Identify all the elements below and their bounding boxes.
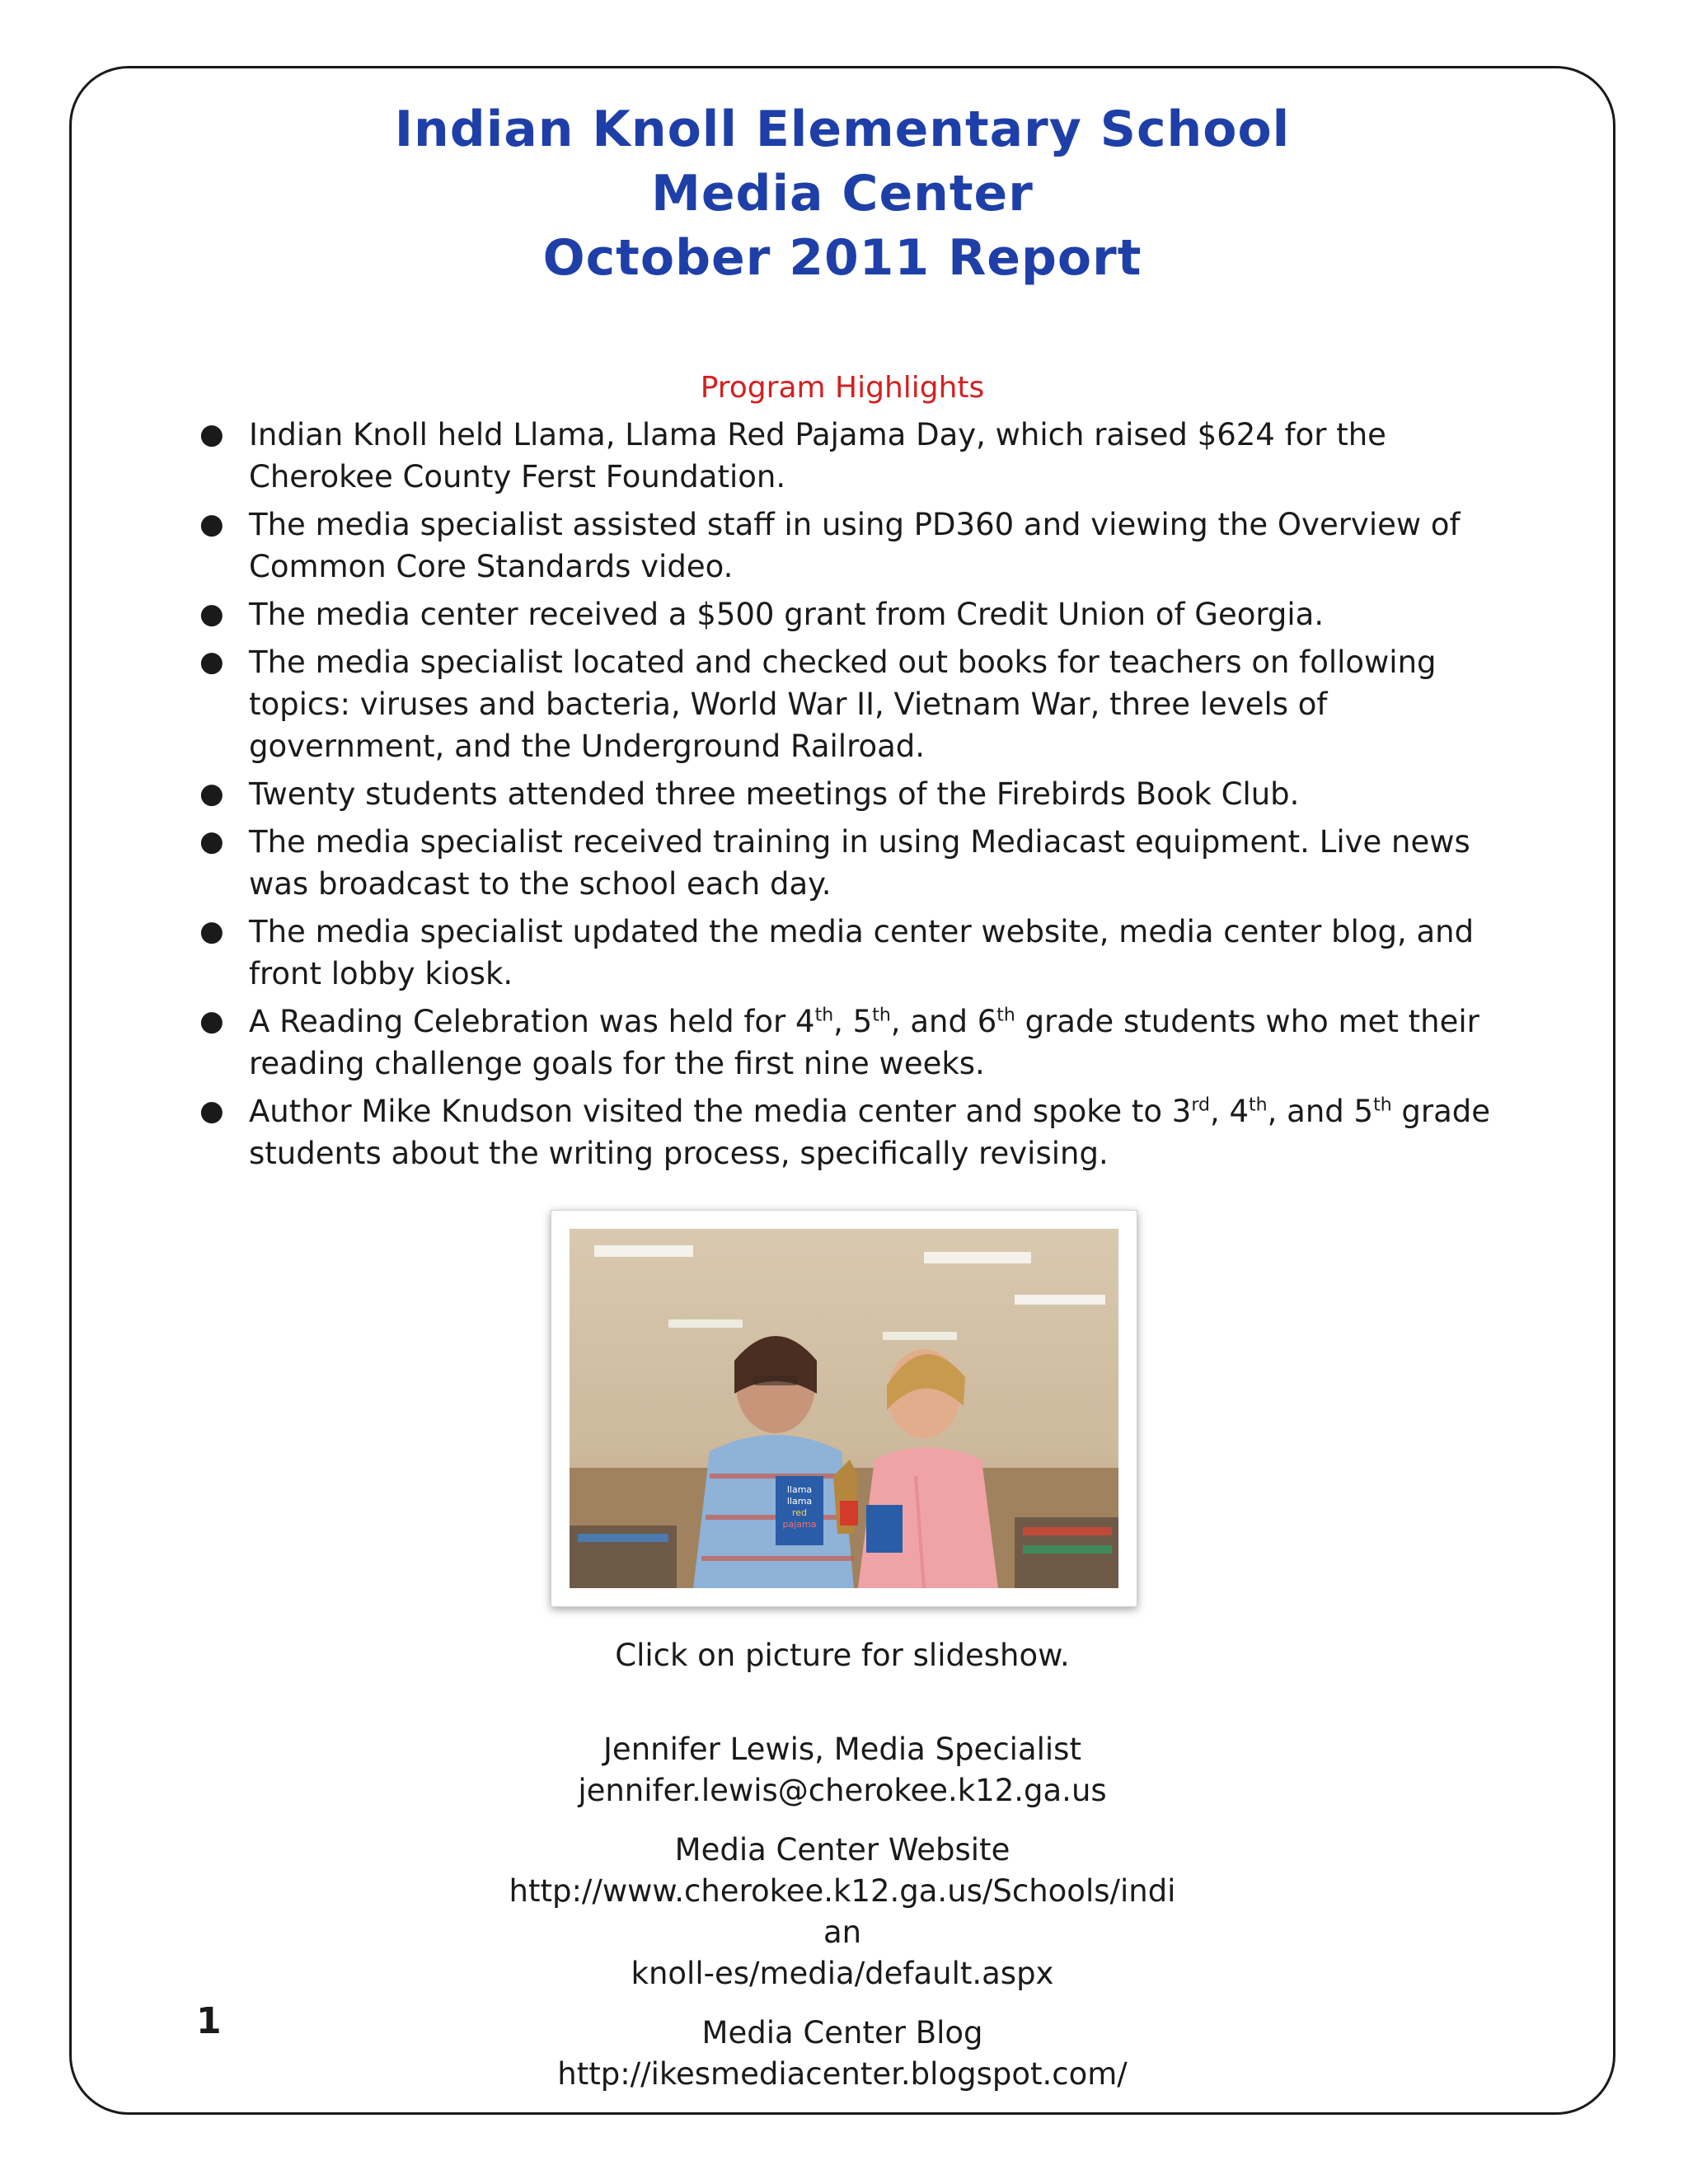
highlight-item — [198, 641, 1500, 767]
page-number: 1 — [196, 2000, 222, 2042]
photo-caption: Click on picture for slideshow. — [615, 1638, 1070, 1673]
bullet-icon: ● — [199, 508, 224, 541]
slideshow-photo[interactable] — [551, 1210, 1137, 1607]
spacer — [69, 1994, 1615, 2013]
title-department: Media Center — [651, 165, 1034, 223]
website-label: Media Center Website — [674, 1832, 1010, 1868]
highlight-text: Author Mike Knudson visited the media center and spoke to 3rd, 4th, and 5th grade students about the writing process, specifically revising. — [249, 1094, 1491, 1171]
highlights-list — [198, 414, 1500, 1180]
contact-name: Jennifer Lewis, Media Specialist — [603, 1732, 1081, 1767]
highlight-text: Indian Knoll held Llama, Llama Red Pajama Day, which raised $624 for the Cherokee County Ferst Foundation. — [249, 417, 1386, 494]
document-title — [69, 97, 1615, 290]
bullet-icon: ● — [199, 1005, 224, 1038]
blog-label: Media Center Blog — [701, 2015, 983, 2050]
highlight-text: The media center received a $500 grant from Credit Union of Georgia. — [249, 597, 1325, 632]
book-title-line: llama — [786, 1484, 813, 1495]
bullet-icon: ● — [199, 777, 224, 810]
title-report-period: October 2011 Report — [542, 229, 1142, 287]
highlight-text: The media specialist updated the media center website, media center blog, and front lobby kiosk. — [249, 914, 1475, 991]
highlight-text: The media specialist assisted staff in using PD360 and viewing the Overview of Common Core Standards video. — [249, 507, 1461, 584]
highlight-text: A Reading Celebration was held for 4th, 5th, and 6th grade students who met their reading challenge goals for the first nine weeks. — [249, 1004, 1479, 1081]
bullet-icon: ● — [199, 915, 224, 948]
highlight-item — [198, 821, 1500, 905]
contact-email[interactable]: jennifer.lewis@cherokee.k12.ga.us — [578, 1773, 1107, 1808]
spacer — [69, 1811, 1615, 1830]
highlight-item — [198, 911, 1500, 995]
bullet-icon: ● — [199, 1094, 224, 1127]
book-title-line: llama — [786, 1496, 813, 1507]
highlight-item — [198, 1090, 1500, 1174]
bullet-icon: ● — [199, 825, 224, 858]
highlight-text: The media specialist received training in using Mediacast equipment. Live news was broadcast to the school each day. — [249, 824, 1470, 902]
highlight-item — [198, 1001, 1500, 1085]
highlight-item — [198, 504, 1500, 588]
bullet-icon: ● — [199, 418, 224, 451]
highlight-text: The media specialist located and checked out books for teachers on following topics: viruses and bacteria, World War II, Vietnam War, three levels of government, and the Underground Railroad. — [249, 644, 1437, 764]
title-school-name: Indian Knoll Elementary School — [394, 101, 1291, 158]
section-heading-program-highlights: Program Highlights — [700, 371, 985, 405]
blog-url[interactable]: http://ikesmediacenter.blogspot.com/ — [557, 2056, 1128, 2092]
highlight-item — [198, 773, 1500, 815]
bullet-icon: ● — [199, 645, 224, 678]
website-url-line[interactable]: an — [823, 1915, 862, 1950]
highlight-item — [198, 593, 1500, 635]
book-title-line: red — [791, 1507, 808, 1518]
photo-image — [570, 1229, 1118, 1588]
highlight-text: Twenty students attended three meetings of the Firebirds Book Club. — [249, 776, 1300, 812]
book-title-line: pajama — [782, 1519, 817, 1530]
website-url-line[interactable]: http://www.cherokee.k12.ga.us/Schools/indi — [509, 1873, 1176, 1909]
contact-block — [69, 1729, 1615, 2095]
bullet-icon: ● — [199, 598, 224, 630]
highlight-item — [198, 414, 1500, 498]
website-url-line[interactable]: knoll-es/media/default.aspx — [631, 1956, 1054, 1991]
